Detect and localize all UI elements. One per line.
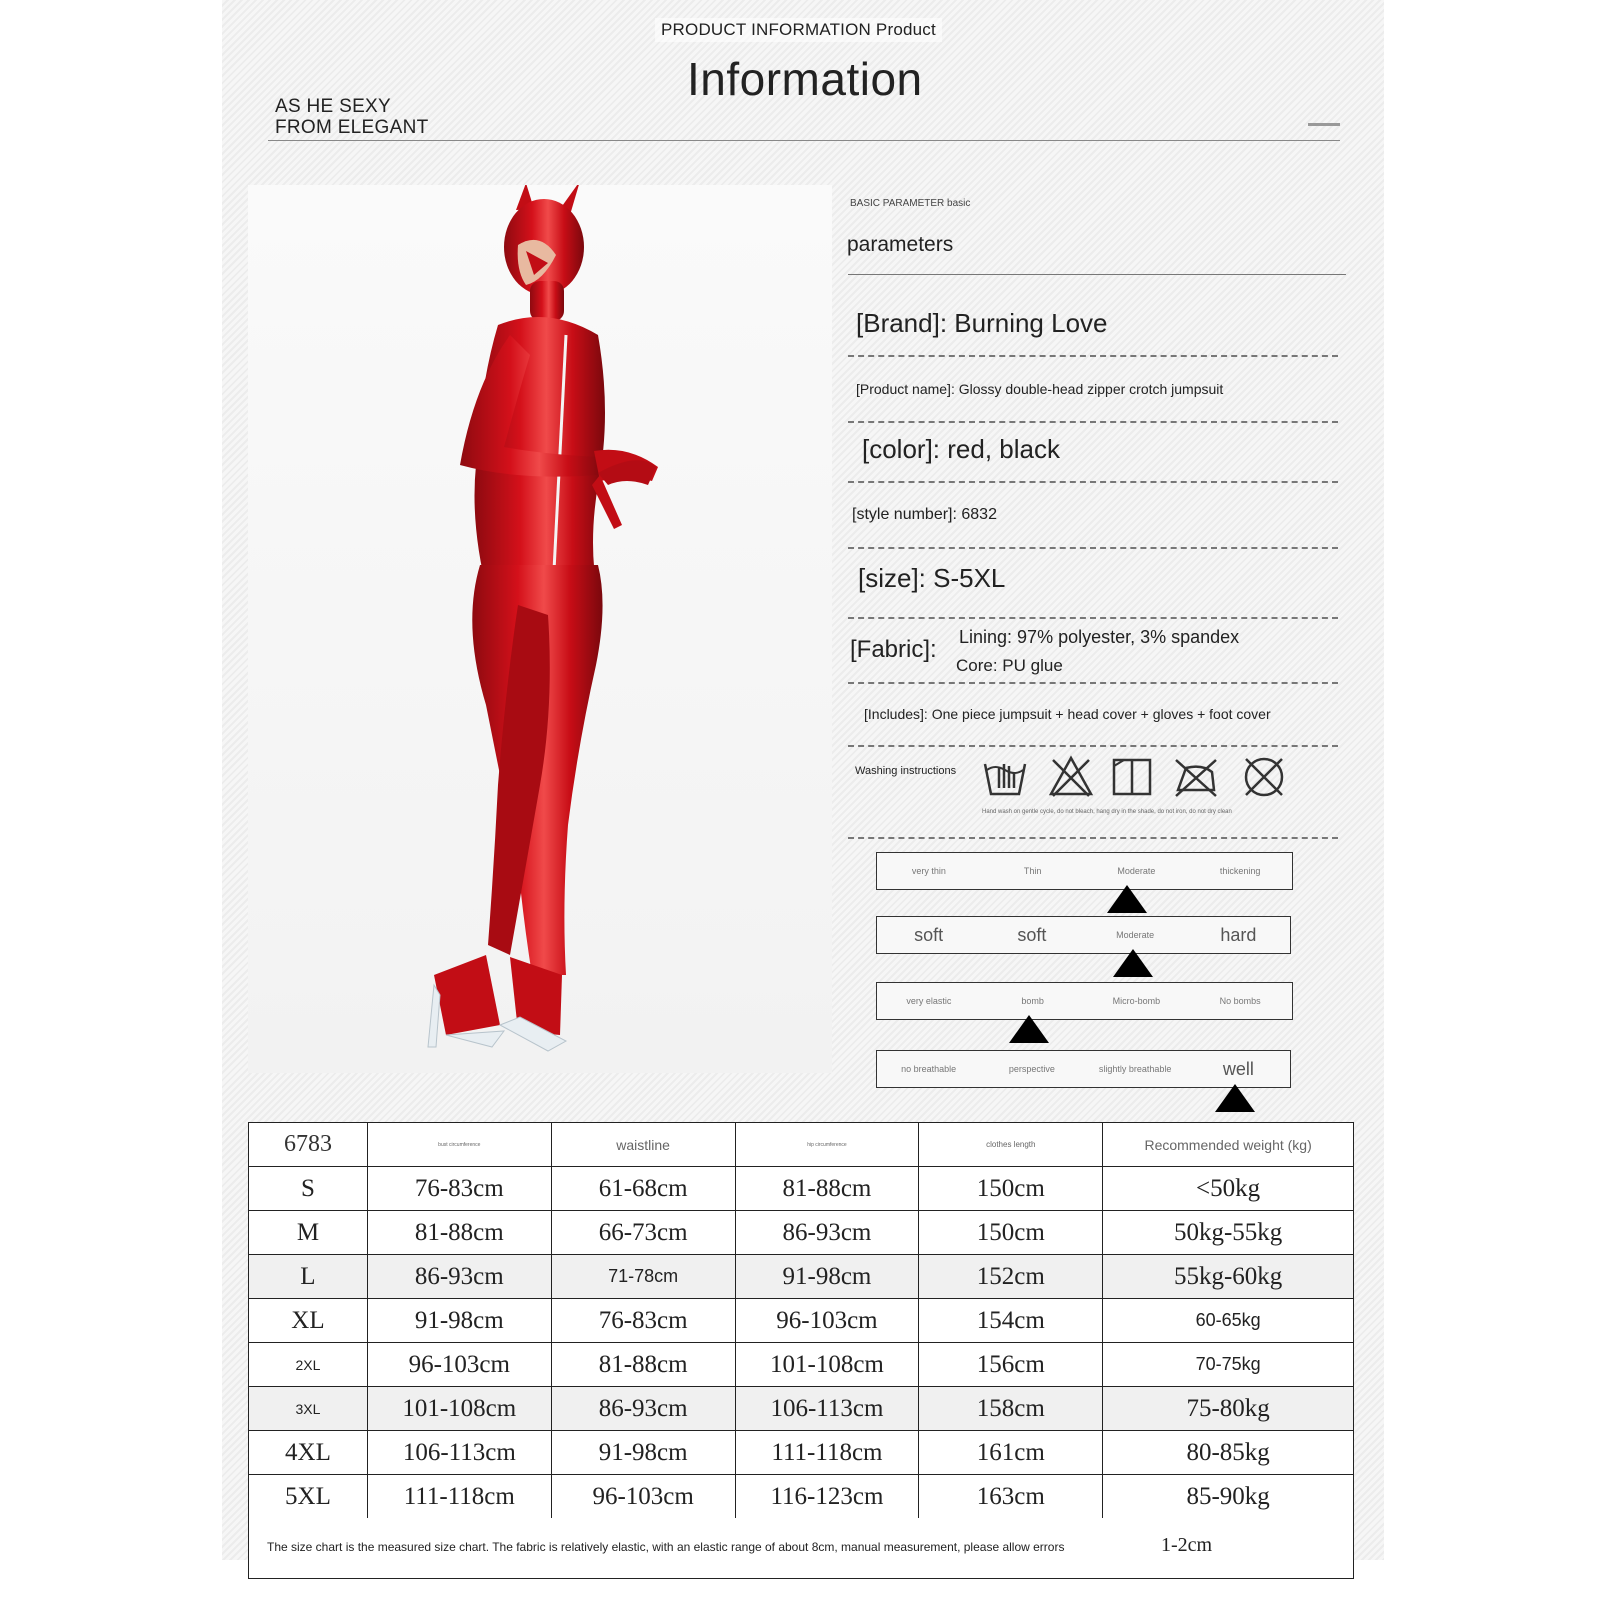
hang-dry-icon <box>1108 754 1156 800</box>
breathability-indicator-arrow <box>1215 1084 1255 1112</box>
softness-option: Moderate <box>1116 930 1155 940</box>
model-in-red-latex-jumpsuit-image <box>248 185 832 1073</box>
size-chart-footnote-range: 1-2cm <box>1161 1534 1213 1556</box>
param-product-name <box>848 381 1338 397</box>
param-fabric-label: [Fabric]: <box>850 636 937 663</box>
table-header-waistline: waistline <box>551 1123 735 1167</box>
table-cell: 5XL <box>249 1475 368 1519</box>
size-chart-footnote <box>248 1518 1354 1579</box>
basic-parameter-title: parameters <box>847 233 954 256</box>
table-cell: <50kg <box>1103 1167 1354 1211</box>
param-divider <box>848 547 1338 549</box>
param-fabric-lining: Lining: 97% polyester, 3% spandex <box>959 627 1240 647</box>
table-row <box>249 1343 1354 1387</box>
table-cell: 96-103cm <box>551 1475 735 1519</box>
breathability-option: slightly breathable <box>1098 1064 1172 1074</box>
param-brand-text: [Brand]: Burning Love <box>856 308 1108 338</box>
table-header-bust: bust circumference <box>367 1123 551 1167</box>
thickness-option: thickening <box>1219 866 1261 876</box>
table-cell: 86-93cm <box>551 1387 735 1431</box>
tagline <box>275 96 429 138</box>
softness-option: soft <box>914 925 944 945</box>
param-includes <box>848 706 1338 722</box>
table-header-row <box>249 1123 1354 1167</box>
elasticity-scale <box>876 982 1293 1020</box>
basic-parameter-label: BASIC PARAMETER basic <box>850 198 971 209</box>
table-cell: S <box>249 1167 368 1211</box>
table-row <box>249 1255 1354 1299</box>
param-brand <box>848 308 1338 339</box>
breathability-option: perspective <box>1008 1064 1055 1074</box>
param-divider <box>848 745 1338 747</box>
table-cell: 96-103cm <box>735 1299 919 1343</box>
table-cell: 150cm <box>919 1211 1103 1255</box>
breathability-scale <box>876 1050 1291 1088</box>
table-cell: 161cm <box>919 1431 1103 1475</box>
table-cell: 61-68cm <box>551 1167 735 1211</box>
table-cell: 91-98cm <box>367 1299 551 1343</box>
param-divider <box>848 421 1338 423</box>
table-row <box>249 1475 1354 1519</box>
table-cell: 163cm <box>919 1475 1103 1519</box>
table-cell: 76-83cm <box>367 1167 551 1211</box>
table-cell: 106-113cm <box>735 1387 919 1431</box>
table-cell: 91-98cm <box>551 1431 735 1475</box>
table-cell: 55kg-60kg <box>1103 1255 1354 1299</box>
table-cell: 152cm <box>919 1255 1103 1299</box>
table-cell: 71-78cm <box>551 1255 735 1299</box>
table-cell: 86-93cm <box>735 1211 919 1255</box>
table-cell: M <box>249 1211 368 1255</box>
table-row <box>249 1387 1354 1431</box>
no-dry-clean-icon <box>1240 754 1288 800</box>
header-divider <box>268 140 1340 141</box>
table-cell: 70-75kg <box>1103 1343 1354 1387</box>
table-cell: 81-88cm <box>367 1211 551 1255</box>
table-cell: 96-103cm <box>367 1343 551 1387</box>
size-chart-footnote-text: The size chart is the measured size chart. The fabric is relatively elastic, with an elastic range of about 8cm, manual measurement, please allow errors <box>267 1540 1065 1554</box>
size-chart-table <box>248 1122 1354 1519</box>
param-includes-text: [Includes]: One piece jumpsuit + head cover + gloves + foot cover <box>864 706 1271 722</box>
table-cell: 75-80kg <box>1103 1387 1354 1431</box>
elasticity-indicator-arrow <box>1009 1015 1049 1043</box>
washing-instructions-label: Washing instructions <box>855 765 957 777</box>
table-cell: 101-108cm <box>367 1387 551 1431</box>
table-header-length: clothes length <box>919 1123 1103 1167</box>
param-divider <box>848 837 1338 839</box>
breathability-option: no breathable <box>901 1064 957 1074</box>
elasticity-option: very elastic <box>906 996 952 1006</box>
product-photo <box>248 185 832 1073</box>
table-cell: 81-88cm <box>735 1167 919 1211</box>
table-cell: 60-65kg <box>1103 1299 1354 1343</box>
elasticity-option: No bombs <box>1219 996 1261 1006</box>
breathability-option: well <box>1222 1059 1254 1079</box>
table-cell: XL <box>249 1299 368 1343</box>
table-cell: 76-83cm <box>551 1299 735 1343</box>
header-subtitle: PRODUCT INFORMATION Product <box>655 18 942 42</box>
table-cell: 101-108cm <box>735 1343 919 1387</box>
table-header-weight: Recommended weight (kg) <box>1103 1123 1354 1167</box>
thickness-option: Thin <box>1023 866 1042 876</box>
param-product-name-text: [Product name]: Glossy double-head zipper crotch jumpsuit <box>856 381 1224 397</box>
param-color-text: [color]: red, black <box>862 434 1060 464</box>
table-cell: 91-98cm <box>735 1255 919 1299</box>
no-bleach-icon <box>1047 754 1095 800</box>
thickness-scale <box>876 852 1293 890</box>
table-cell: 50kg-55kg <box>1103 1211 1354 1255</box>
table-cell: 150cm <box>919 1167 1103 1211</box>
table-cell: 66-73cm <box>551 1211 735 1255</box>
table-cell: 80-85kg <box>1103 1431 1354 1475</box>
table-cell: 86-93cm <box>367 1255 551 1299</box>
table-row <box>249 1431 1354 1475</box>
param-color <box>848 434 1338 465</box>
tagline-line-1: AS HE SEXY <box>275 96 391 117</box>
table-cell: 106-113cm <box>367 1431 551 1475</box>
table-cell: 3XL <box>249 1387 368 1431</box>
table-header-style-code: 6783 <box>249 1123 368 1167</box>
table-row <box>249 1299 1354 1343</box>
table-cell: 154cm <box>919 1299 1103 1343</box>
param-style-number-text: [style number]: 6832 <box>852 506 997 523</box>
param-size <box>848 563 1338 594</box>
hand-wash-icon <box>981 754 1029 800</box>
basic-parameter-divider <box>848 274 1346 275</box>
softness-option: hard <box>1220 925 1257 945</box>
param-divider <box>848 617 1338 619</box>
table-row <box>249 1167 1354 1211</box>
param-divider <box>848 355 1338 357</box>
table-row <box>249 1211 1354 1255</box>
elasticity-option: Micro-bomb <box>1112 996 1161 1006</box>
washing-note: Hand wash on gentle cycle, do not bleach, hang dry in the shade, do not iron, do not dry clean <box>982 809 1232 815</box>
table-cell: 2XL <box>249 1343 368 1387</box>
param-fabric-core: Core: PU glue <box>956 656 1063 675</box>
no-iron-icon <box>1172 754 1220 800</box>
table-cell: 85-90kg <box>1103 1475 1354 1519</box>
param-style-number <box>848 506 1338 524</box>
tagline-line-2: FROM ELEGANT <box>275 117 429 138</box>
table-cell: 111-118cm <box>735 1431 919 1475</box>
table-header-hip: hip circumference <box>735 1123 919 1167</box>
elasticity-option: bomb <box>1021 996 1044 1006</box>
header-accent-dash <box>1308 123 1340 126</box>
table-cell: L <box>249 1255 368 1299</box>
table-cell: 111-118cm <box>367 1475 551 1519</box>
param-divider <box>848 682 1338 684</box>
table-cell: 156cm <box>919 1343 1103 1387</box>
table-cell: 158cm <box>919 1387 1103 1431</box>
param-divider <box>848 481 1338 483</box>
softness-scale <box>876 916 1291 954</box>
table-cell: 116-123cm <box>735 1475 919 1519</box>
thickness-option: Moderate <box>1117 866 1156 876</box>
thickness-option: very thin <box>911 866 946 876</box>
param-size-text: [size]: S-5XL <box>858 563 1006 593</box>
softness-option: soft <box>1017 925 1047 945</box>
header-title: Information <box>687 53 923 105</box>
table-cell: 4XL <box>249 1431 368 1475</box>
softness-indicator-arrow <box>1113 949 1153 977</box>
table-cell: 81-88cm <box>551 1343 735 1387</box>
thickness-indicator-arrow <box>1107 885 1147 913</box>
